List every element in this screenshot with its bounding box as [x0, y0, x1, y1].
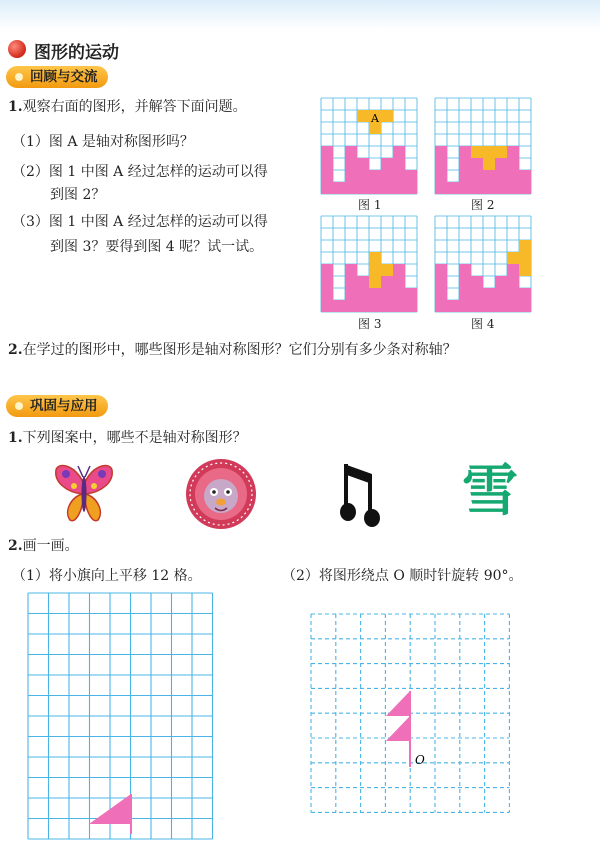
butterfly-icon	[54, 460, 114, 526]
practice-sub-1: （1）将小旗向上平移 12 格。	[12, 568, 202, 584]
review-question-1	[8, 96, 247, 116]
practice-tag-label: 巩固与应用	[30, 398, 98, 414]
top-band	[0, 0, 600, 30]
review-sub-3-line2: 到图 3？要得到图 4 呢？试一试。	[50, 239, 264, 255]
review-tag	[6, 66, 108, 88]
practice-sub-2: （2）将图形绕点 O 顺时针旋转 90°。	[282, 568, 523, 584]
section-title: 图形的运动	[34, 43, 119, 63]
tag-dot-icon	[15, 402, 23, 410]
question-number: 2.	[8, 538, 23, 554]
snow-character-icon: 雪	[462, 459, 518, 524]
figure-a-label: A	[371, 112, 379, 125]
music-note-icon	[338, 460, 384, 528]
review-sub-2-line1: （2）图 1 中图 A 经过怎样的运动可以得	[12, 164, 268, 180]
figure-2-caption: 图 2	[471, 198, 495, 212]
translation-grid	[28, 593, 216, 840]
question-number: 2.	[8, 342, 23, 358]
review-sub-3-line1: （3）图 1 中图 A 经过怎样的运动可以得	[12, 214, 268, 230]
rotation-grid	[311, 614, 510, 818]
figure-1-caption: 图 1	[358, 198, 382, 212]
review-tag-label: 回顾与交流	[30, 69, 98, 85]
figure-2	[435, 98, 531, 195]
figure-1	[321, 98, 417, 195]
review-question-2	[8, 339, 457, 359]
point-o-label: O	[415, 753, 425, 767]
tag-dot-icon	[15, 73, 23, 81]
question-text: 观察右面的图形，并解答下面问题。	[22, 99, 247, 115]
practice-question-1	[8, 427, 247, 447]
review-sub-2-line2: 到图 2？	[50, 187, 106, 203]
figure-3	[321, 216, 417, 313]
question-text: 在学过的图形中，哪些图形是轴对称图形？它们分别有多少条对称轴？	[22, 342, 457, 358]
figure-4	[435, 216, 531, 313]
question-text: 下列图案中，哪些不是轴对称图形？	[22, 430, 247, 446]
question-number: 1.	[8, 430, 23, 446]
section-bullet-icon	[8, 40, 26, 58]
review-sub-1: （1）图 A 是轴对称图形吗？	[12, 134, 194, 150]
lion-icon	[185, 458, 257, 530]
practice-question-2	[8, 535, 79, 555]
question-number: 1.	[8, 99, 23, 115]
question-text: 画一画。	[22, 538, 79, 554]
figure-3-caption: 图 3	[358, 317, 382, 331]
figure-4-caption: 图 4	[471, 317, 495, 331]
practice-tag	[6, 395, 108, 417]
